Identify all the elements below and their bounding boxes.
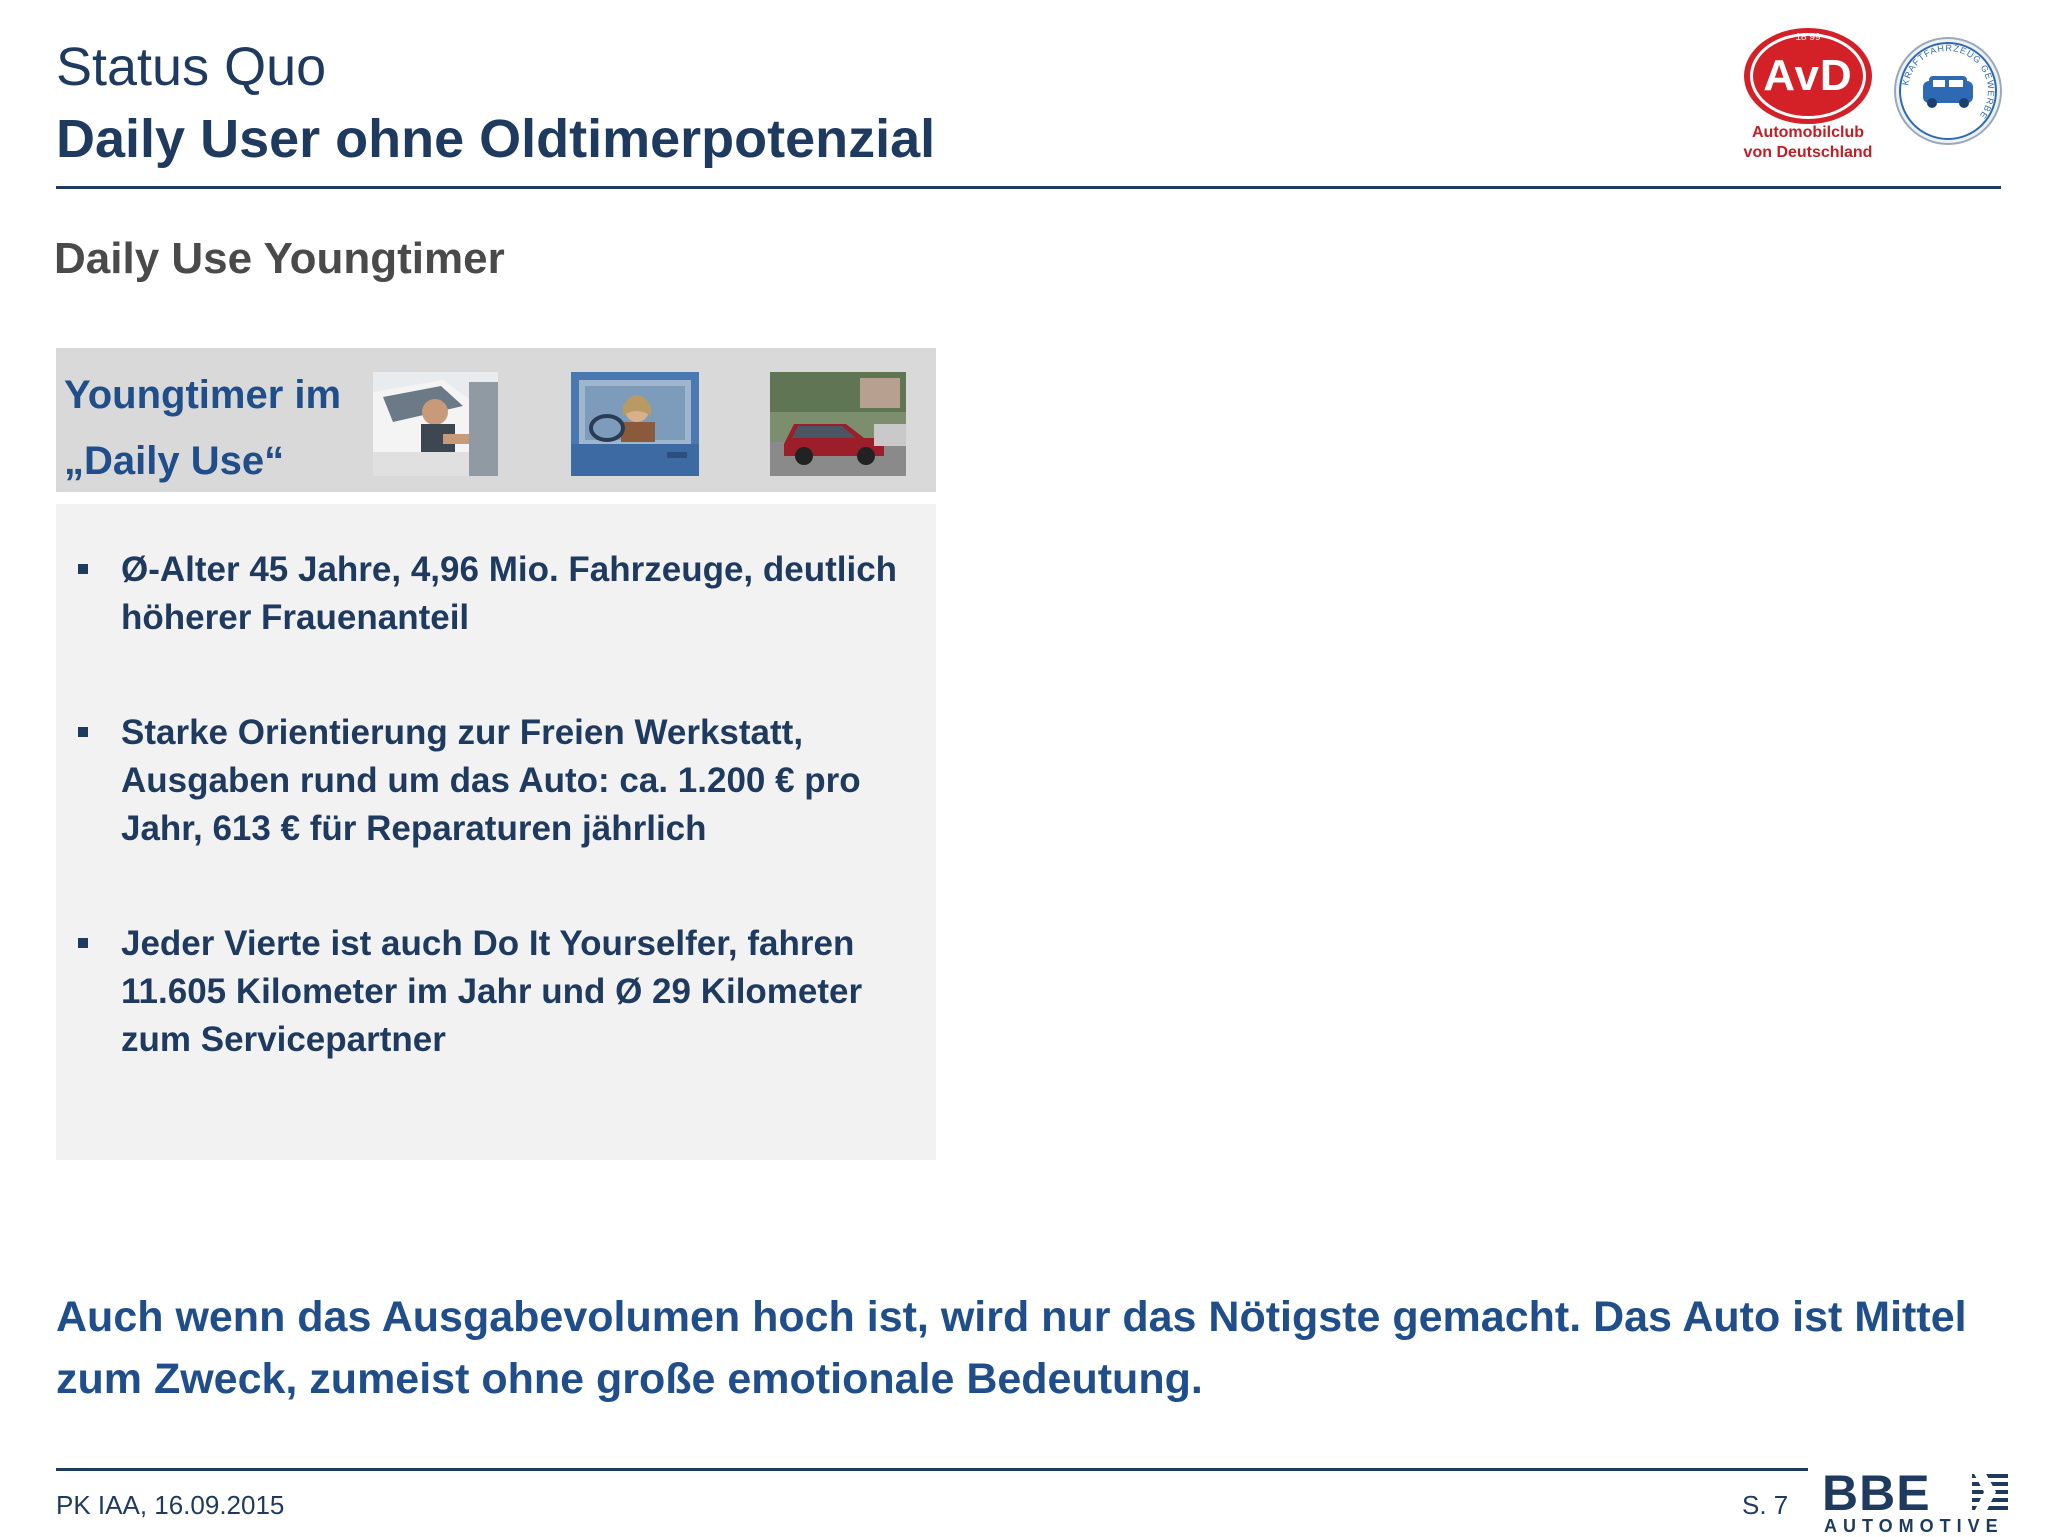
bullet-text: Jeder Vierte ist auch Do It Yourselfer, fahren 11.605 Kilometer im Jahr und Ø 29 Kilometer zum Servicepartner — [121, 924, 863, 1059]
section-heading: Daily Use Youngtimer — [54, 234, 505, 283]
bullet-square-icon — [78, 938, 88, 948]
bullet-text: Starke Orientierung zur Freien Werkstatt, Ausgaben rund um das Auto: ca. 1.200 € pro Jahr, 613 € für Reparaturen jährlich — [121, 713, 861, 848]
bullet-square-icon — [78, 727, 88, 737]
red-car-photo — [770, 372, 906, 476]
avd-logo-name-line1: Automobilclub — [1752, 124, 1864, 141]
bbe-automotive-logo — [1822, 1466, 2008, 1536]
avd-logo-name-line2: von Deutschland — [1743, 144, 1873, 161]
slide-subtitle: Daily User ohne Oldtimerpotenzial — [56, 109, 936, 169]
kfz-gewerbe-seal-icon — [1893, 36, 2003, 146]
footer-event-date: PK IAA, 16.09.2015 — [56, 1490, 285, 1520]
slide-title: Status Quo — [56, 37, 327, 97]
footer-divider — [56, 1468, 1808, 1471]
bbe-logo-chevron-icon — [1972, 1470, 2008, 1516]
avd-logo-letters: AvD — [1763, 51, 1853, 100]
band-title-line2: „Daily Use“ — [64, 439, 285, 483]
car-driver-woman-photo — [571, 372, 699, 476]
bullet-text: Ø-Alter 45 Jahre, 4,96 Mio. Fahrzeuge, deutlich höherer Frauenanteil — [121, 550, 898, 637]
avd-logo-year: 18 99 — [1795, 32, 1821, 43]
bbe-logo-letters: BBE — [1822, 1465, 1931, 1521]
bullet-square-icon — [78, 564, 88, 574]
bbe-logo-subtitle: AUTOMOTIVE — [1824, 1516, 2004, 1536]
avd-logo — [1740, 24, 1880, 164]
band-title — [64, 362, 341, 494]
kfz-seal-ring-text: KRAFTFAHRZEUG GEWERBE — [1900, 42, 1997, 122]
band-title-line1: Youngtimer im — [64, 373, 342, 417]
header-divider — [56, 186, 2001, 189]
conclusion-text: Auch wenn das Ausgabevolumen hoch ist, wird nur das Nötigste gemacht. Das Auto ist Mittel zum Zweck, zumeist ohne große emotionale Bedeutung. — [56, 1293, 1967, 1403]
car-driver-photo — [373, 372, 498, 476]
page-number: S. 7 — [1742, 1490, 1789, 1520]
